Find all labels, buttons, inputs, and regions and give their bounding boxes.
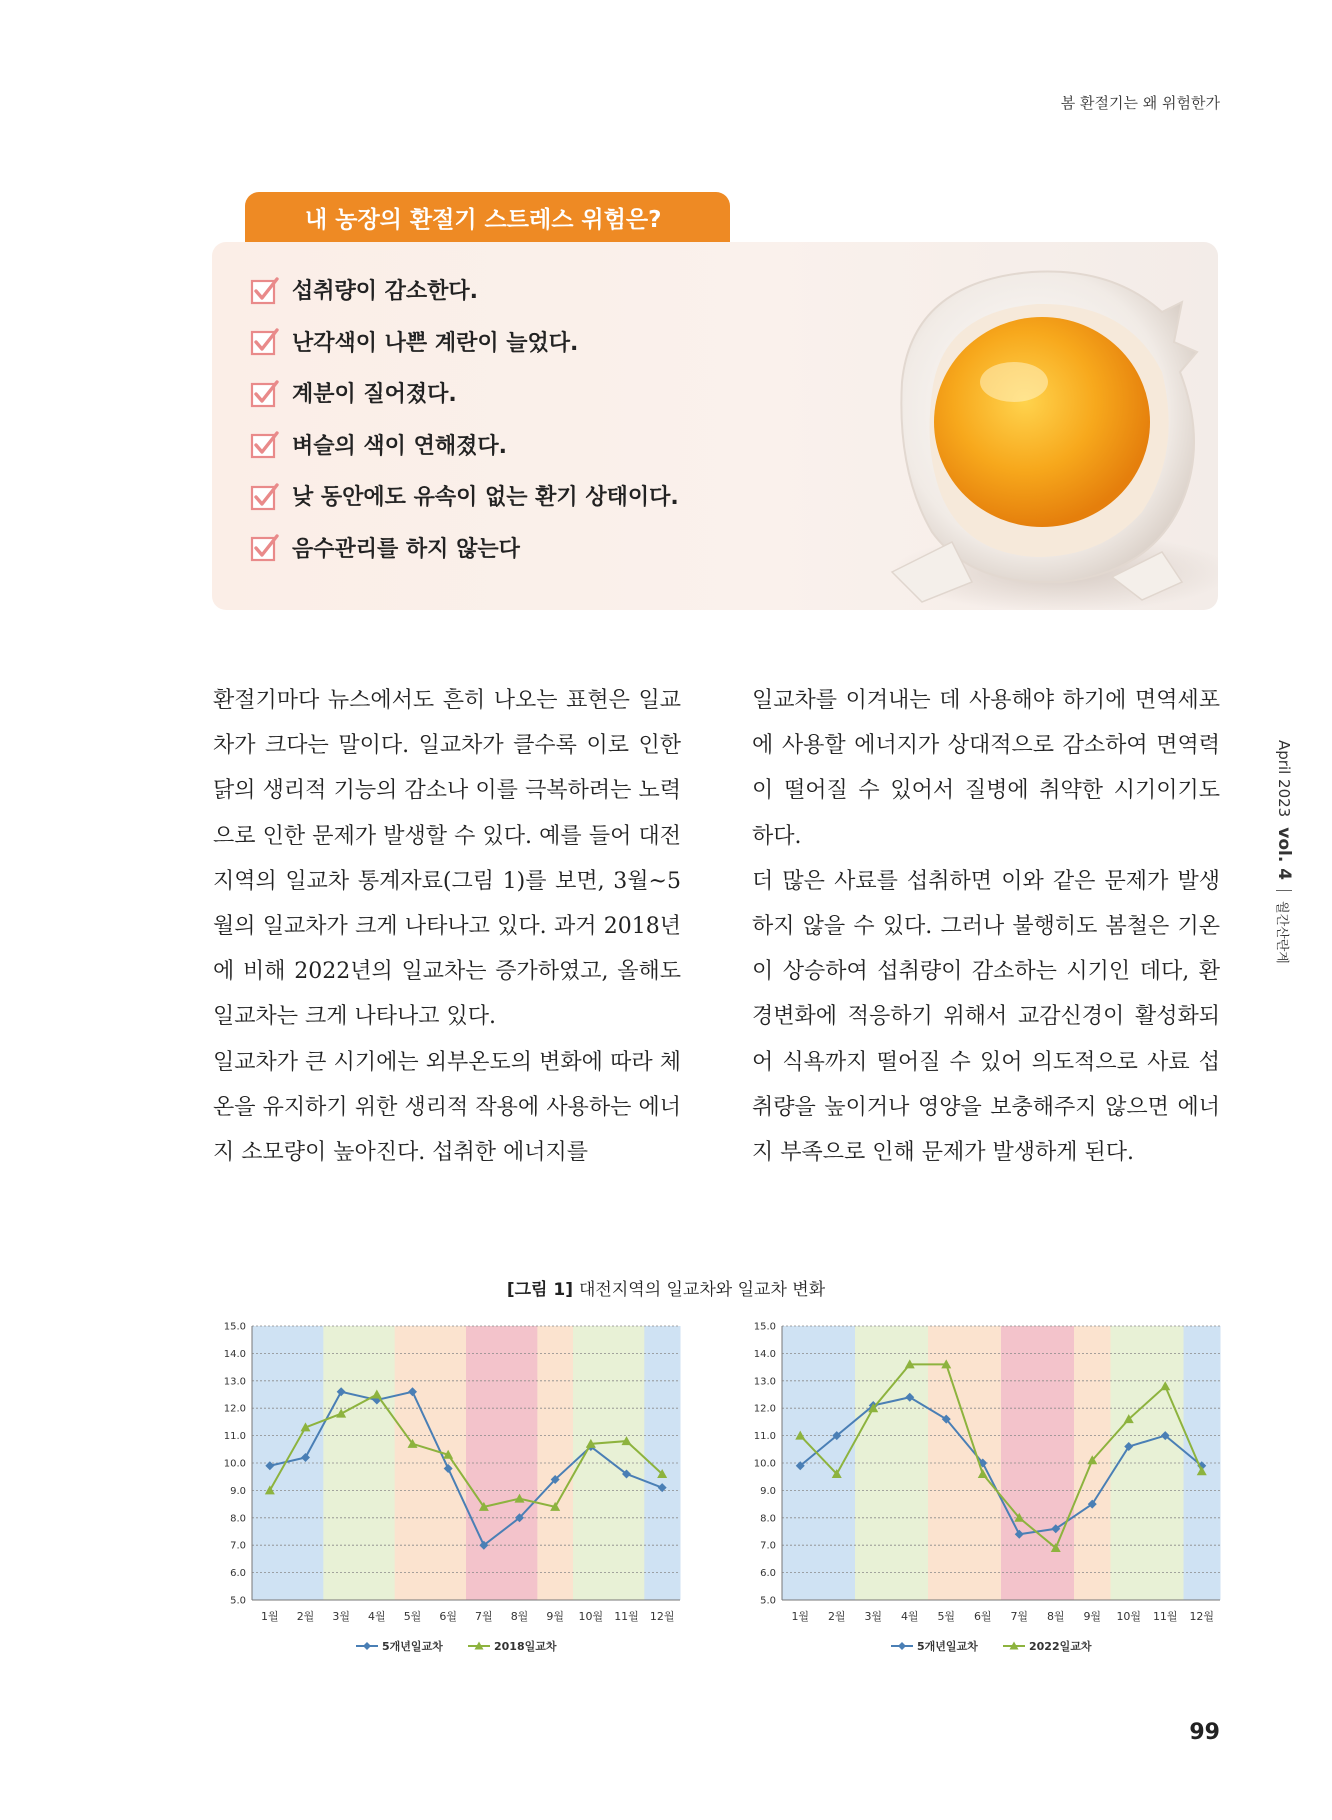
month-band (1111, 1326, 1148, 1600)
checklist-item (250, 316, 679, 368)
x-tick-label: 11월 (1152, 1610, 1178, 1623)
y-tick-label: 14.0 (223, 1348, 246, 1360)
checkbox-checked-icon (250, 532, 280, 562)
x-tick-label: 3월 (332, 1610, 350, 1623)
x-tick-label: 12월 (1189, 1610, 1215, 1623)
checkbox-checked-icon (250, 275, 280, 305)
running-head: 봄 환절기는 왜 위험한가 (1060, 94, 1220, 112)
month-band (819, 1326, 856, 1600)
y-tick-label: 7.0 (230, 1540, 246, 1552)
issue-volume: vol. 4 (1274, 827, 1294, 881)
y-tick-label: 12.0 (223, 1403, 246, 1415)
checklist-item-text: 섭취량이 감소한다. (292, 279, 479, 305)
checklist-item (250, 470, 679, 522)
month-band (609, 1326, 645, 1600)
x-tick-label: 1월 (261, 1610, 279, 1623)
body-paragraph: 일교차가 큰 시기에는 외부온도의 변화에 따라 체온을 유지하기 위한 생리적 작용에 사용하는 에너지 소모량이 높아진다. 섭취한 에너지를 (213, 1049, 681, 1166)
y-tick-label: 7.0 (760, 1540, 776, 1552)
issue-month: April 2023 (1275, 740, 1293, 818)
x-tick-label: 1월 (791, 1610, 810, 1623)
body-paragraph: 더 많은 사료를 섭취하면 이와 같은 문제가 발생하지 않을 수 있다. 그러나 불행히도 봄철은 기온이 상승하여 섭취량이 감소하는 시기인 데다, 환경변화에 적응하기 위해서 교감신경이 활성화되어 식욕까지 떨어질 수 있어 의도적으로 사료 섭취량을 높이거나 영양을 보충해주지 않으면 에너지 부족으로 인해 문제가 발생하게 된다. (752, 868, 1220, 1166)
side-divider (1276, 890, 1292, 891)
y-tick-label: 11.0 (753, 1431, 776, 1443)
y-tick-label: 10.0 (753, 1458, 776, 1470)
checklist-item (250, 264, 679, 316)
checklist-item-text: 계분이 질어졌다. (292, 382, 457, 408)
body-column-right (752, 678, 1220, 1175)
legend-marker (898, 1642, 906, 1650)
legend-label: 5개년일교차 (917, 1640, 978, 1653)
x-tick-label: 5월 (403, 1610, 422, 1623)
figure-caption-text: 대전지역의 일교차와 일교차 변화 (579, 1280, 826, 1300)
checklist-item (250, 419, 679, 471)
legend-label: 5개년일교차 (382, 1640, 443, 1653)
x-tick-label: 5월 (937, 1610, 956, 1623)
y-tick-label: 13.0 (223, 1376, 246, 1388)
x-tick-label: 7월 (1010, 1610, 1029, 1623)
checklist-item (250, 367, 679, 419)
x-tick-label: 8월 (510, 1610, 529, 1623)
y-tick-label: 9.0 (760, 1485, 776, 1497)
x-tick-label: 9월 (1083, 1610, 1102, 1623)
x-tick-label: 7월 (475, 1610, 493, 1623)
checkbox-checked-icon (250, 326, 280, 356)
checklist-title: 내 농장의 환절기 스트레스 위험은? (245, 192, 730, 242)
magazine-name: 월간산란계 (1274, 901, 1290, 964)
y-tick-label: 5.0 (760, 1595, 776, 1607)
checkbox-checked-icon (250, 378, 280, 408)
x-tick-label: 2월 (296, 1610, 315, 1623)
body-paragraph: 환절기마다 뉴스에서도 흔히 나오는 표현은 일교차가 크다는 말이다. 일교차가 클수록 이로 인한 닭의 생리적 기능의 감소나 이를 극복하려는 노력으로 인한 문제가 발생할 수 있다. 예를 들어 대전지역의 일교차 통계자료(그림 1)를 보면, 3월~5월의 일교차가 크게 나타나고 있다. 과거 2018년에 비해 2022년의 일교차는 증가하였고, 올해도 일교차는 크게 나타나고 있다. (213, 688, 681, 1030)
x-tick-label: 10월 (1116, 1610, 1142, 1623)
y-tick-label: 13.0 (753, 1376, 776, 1388)
checklist (250, 264, 679, 573)
figure-number: [그림 1] (506, 1280, 573, 1300)
cracked-egg-illustration (862, 242, 1218, 610)
x-tick-label: 2월 (827, 1610, 846, 1623)
chart-left (212, 1318, 686, 1658)
legend-label: 2022일교차 (1029, 1640, 1092, 1653)
line-chart-svg (212, 1318, 686, 1658)
legend-label: 2018일교차 (494, 1640, 557, 1653)
page-number: 99 (1189, 1720, 1220, 1745)
x-tick-label: 10월 (578, 1610, 604, 1623)
x-tick-label: 12월 (649, 1610, 675, 1623)
checklist-item-text: 난각색이 나쁜 계란이 늘었다. (292, 330, 579, 356)
y-tick-label: 6.0 (230, 1568, 246, 1580)
x-tick-label: 4월 (900, 1610, 919, 1623)
checkbox-checked-icon (250, 429, 280, 459)
checklist-box (212, 242, 1218, 610)
x-tick-label: 11월 (614, 1610, 639, 1623)
y-tick-label: 8.0 (230, 1513, 246, 1525)
y-tick-label: 15.0 (223, 1321, 246, 1333)
y-tick-label: 6.0 (760, 1568, 776, 1580)
y-tick-label: 8.0 (760, 1513, 776, 1525)
x-tick-label: 6월 (973, 1610, 992, 1623)
checklist-item-text: 음수관리를 하지 않는다 (292, 536, 520, 562)
y-tick-label: 15.0 (753, 1321, 776, 1333)
y-tick-label: 12.0 (753, 1403, 776, 1415)
y-tick-label: 14.0 (753, 1348, 776, 1360)
x-tick-label: 6월 (439, 1610, 457, 1623)
month-band (573, 1326, 609, 1600)
x-tick-label: 8월 (1046, 1610, 1065, 1623)
x-tick-label: 9월 (546, 1610, 564, 1623)
figure-caption (0, 1275, 1332, 1300)
y-tick-label: 5.0 (230, 1595, 246, 1607)
checklist-item (250, 522, 679, 574)
body-column-left (213, 678, 681, 1175)
checklist-item-text: 벼슬의 색이 연해졌다. (292, 433, 507, 459)
y-tick-label: 11.0 (223, 1431, 246, 1443)
checklist-item-text: 낮 동안에도 유속이 없는 환기 상태이다. (292, 485, 679, 511)
x-tick-label: 3월 (864, 1610, 883, 1623)
line-chart-svg (742, 1318, 1226, 1658)
y-tick-label: 10.0 (223, 1458, 246, 1470)
legend-marker (363, 1642, 371, 1650)
x-tick-label: 4월 (368, 1610, 386, 1623)
y-tick-label: 9.0 (230, 1485, 246, 1497)
chart-right (742, 1318, 1226, 1658)
body-paragraph: 일교차를 이겨내는 데 사용해야 하기에 면역세포에 사용할 에너지가 상대적으로 감소하여 면역력이 떨어질 수 있어서 질병에 취약한 시기이기도 하다. (752, 688, 1220, 849)
checkbox-checked-icon (250, 481, 280, 511)
